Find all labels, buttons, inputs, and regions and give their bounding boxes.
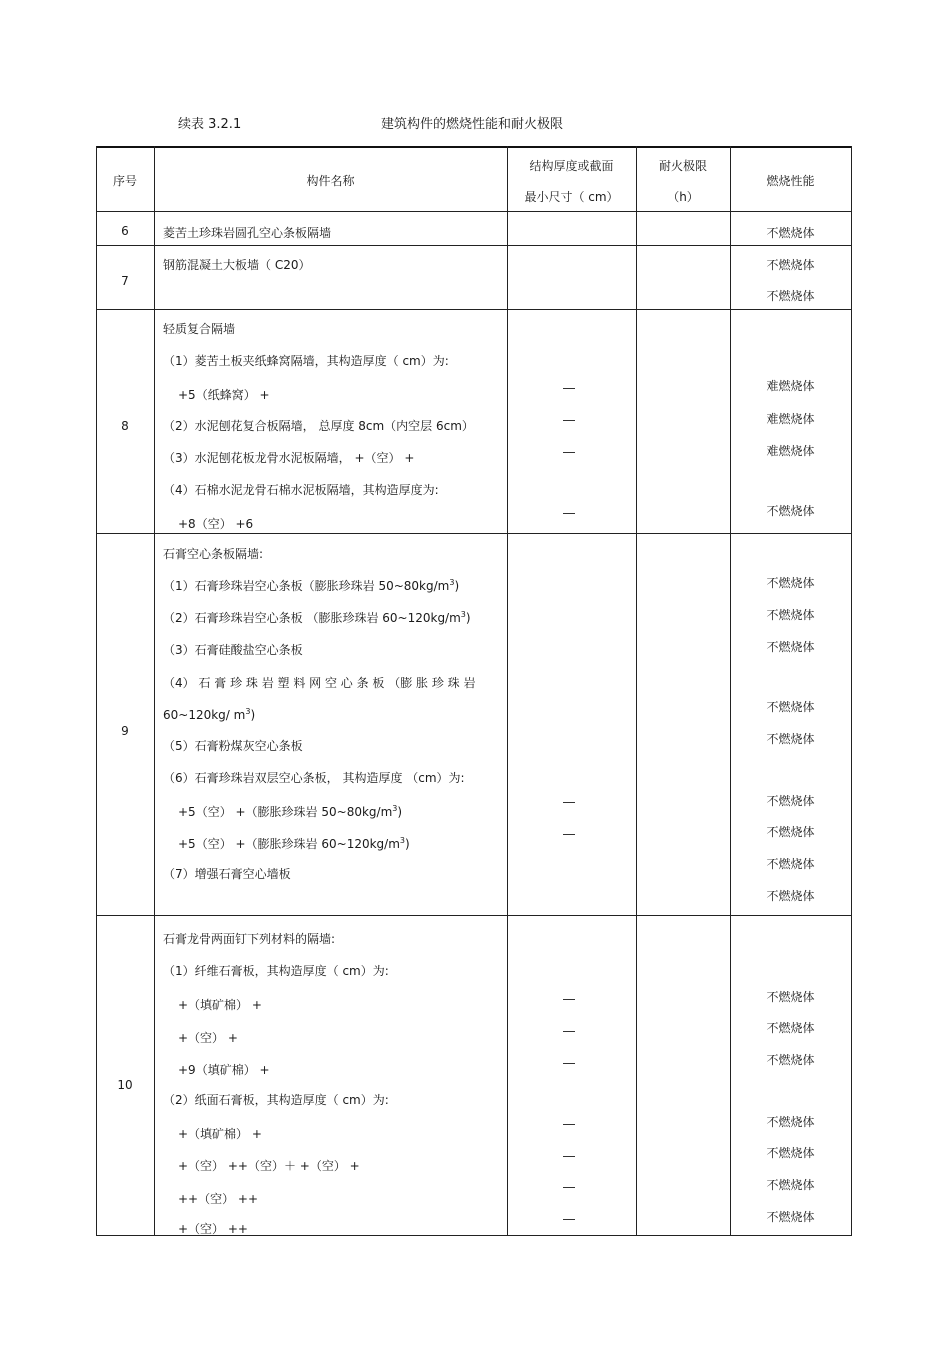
component-line: 60~120kg/ $m^3$) (163, 707, 256, 722)
table-top-rule (96, 146, 852, 148)
perf-value: 不燃烧体 (766, 576, 815, 590)
row-rule (96, 245, 852, 246)
column-rule (507, 146, 508, 1236)
row-rule (96, 533, 852, 534)
perf-value: 不燃烧体 (766, 1021, 815, 1035)
dash-mark (563, 388, 575, 389)
perf-value: 不燃烧体 (766, 700, 815, 714)
perf-value: 难燃烧体 (766, 444, 815, 458)
perf-value: 不燃烧体 (766, 1053, 815, 1067)
header-bottom-rule (96, 211, 852, 212)
table-caption-number: 续表 3.2.1 (178, 117, 242, 132)
component-line: +（填矿棉） + (178, 1127, 262, 1141)
column-rule (96, 146, 97, 1236)
dash-mark (563, 802, 575, 803)
component-line: +8（空） +6 (178, 517, 254, 531)
header-limit-line2: （h） (667, 190, 699, 204)
component-name: 菱苦土珍珠岩圆孔空心条板隔墙 (163, 226, 332, 240)
row-seq: 6 (121, 224, 129, 238)
component-line: （3）石膏硅酸盐空心条板 (163, 643, 303, 657)
header-seq: 序号 (112, 174, 137, 188)
component-line: （4）石棉水泥龙骨石棉水泥板隔墙，其构造厚度为: (163, 483, 439, 497)
perf-value: 不燃烧体 (766, 825, 815, 839)
perf-value: 不燃烧体 (766, 289, 815, 303)
component-line: （1）纤维石膏板，其构造厚度（ cm）为: (163, 964, 389, 978)
component-line: （2）石膏珍珠岩空心条板 （膨胀珍珠岩 $60\sim 120kg/m^3$) (163, 610, 471, 625)
row-seq: 8 (121, 419, 129, 433)
component-line: +9（填矿棉） + (178, 1063, 270, 1077)
component-line: （2）水泥刨花复合板隔墙， 总厚度 8cm（内空层 6cm） (163, 419, 474, 433)
perf-value: 难燃烧体 (766, 412, 815, 426)
component-name: 钢筋混凝土大板墙（ C20） (163, 258, 311, 272)
component-line: （2）纸面石膏板，其构造厚度（ cm）为: (163, 1093, 389, 1107)
perf-value: 不燃烧体 (766, 889, 815, 903)
component-line: +5（空） +（膨胀珍珠岩 $50\sim 80kg/m^3$) (178, 804, 403, 819)
component-line: +（填矿棉） + (178, 998, 262, 1012)
component-line: +（空） ++ (178, 1222, 248, 1236)
dash-mark (563, 834, 575, 835)
column-rule (730, 146, 731, 1236)
component-line: +5（纸蜂窝） + (178, 388, 270, 402)
dash-mark (563, 452, 575, 453)
header-perf: 燃烧性能 (766, 174, 815, 188)
row-rule (96, 309, 852, 310)
perf-value: 不燃烧体 (766, 258, 815, 272)
perf-value: 不燃烧体 (766, 504, 815, 518)
dash-mark (563, 1031, 575, 1032)
dash-mark (563, 999, 575, 1000)
component-line: （6）石膏珍珠岩双层空心条板， 其构造厚度 （cm）为: (163, 771, 465, 785)
perf-value: 不燃烧体 (766, 1115, 815, 1129)
component-line: （4） 石 膏 珍 珠 岩 塑 料 网 空 心 条 板 （膨 胀 珍 珠 岩 (163, 676, 476, 690)
dash-mark (563, 1124, 575, 1125)
component-line: ++（空） ++ (178, 1192, 259, 1206)
dash-mark (563, 1219, 575, 1220)
component-name: 石膏空心条板隔墙: (163, 547, 264, 561)
dash-mark (563, 513, 575, 514)
column-rule (154, 146, 155, 1236)
dash-mark (563, 1063, 575, 1064)
fire-resistance-table (96, 146, 852, 1236)
component-line: （7）增强石膏空心墙板 (163, 867, 291, 881)
component-line: +5（空） +（膨胀珍珠岩 $60\sim 120kg/m^3$) (178, 836, 410, 851)
column-rule (636, 146, 637, 1236)
perf-value: 不燃烧体 (766, 732, 815, 746)
header-size-line1: 结构厚度或截面 (529, 159, 614, 173)
perf-value: 不燃烧体 (766, 990, 815, 1004)
row-seq: 10 (117, 1078, 133, 1092)
component-line: +（空） ++（空）＋ +（空） + (178, 1159, 360, 1173)
component-name: 轻质复合隔墙 (163, 322, 236, 336)
header-limit-line1: 耐火极限 (658, 159, 707, 173)
component-name: 石膏龙骨两面钉下列材料的隔墙: (163, 932, 336, 946)
component-line: （5）石膏粉煤灰空心条板 (163, 739, 303, 753)
component-line: （1）石膏珍珠岩空心条板（膨胀珍珠岩 $50\sim 80kg/m^3$) (163, 578, 460, 593)
perf-value: 不燃烧体 (766, 1146, 815, 1160)
row-rule (96, 915, 852, 916)
perf-value: 不燃烧体 (766, 857, 815, 871)
column-rule (851, 146, 852, 1236)
perf-value: 难燃烧体 (766, 379, 815, 393)
perf-value: 不燃烧体 (766, 640, 815, 654)
dash-mark (563, 1156, 575, 1157)
header-size-line2: 最小尺寸（ cm） (524, 190, 619, 204)
component-line: （1）菱苦土板夹纸蜂窝隔墙，其构造厚度（ cm）为: (163, 354, 449, 368)
row-seq: 7 (121, 274, 129, 288)
component-line: +（空） + (178, 1031, 238, 1045)
row-seq: 9 (121, 724, 129, 738)
component-line: （3）水泥刨花板龙骨水泥板隔墙， +（空） + (163, 451, 415, 465)
perf-value: 不燃烧体 (766, 608, 815, 622)
perf-value: 不燃烧体 (766, 226, 815, 240)
dash-mark (563, 1187, 575, 1188)
header-name: 构件名称 (306, 174, 355, 188)
perf-value: 不燃烧体 (766, 1210, 815, 1224)
dash-mark (563, 420, 575, 421)
perf-value: 不燃烧体 (766, 1178, 815, 1192)
table-caption-title: 建筑构件的燃烧性能和耐火极限 (381, 117, 564, 132)
perf-value: 不燃烧体 (766, 794, 815, 808)
